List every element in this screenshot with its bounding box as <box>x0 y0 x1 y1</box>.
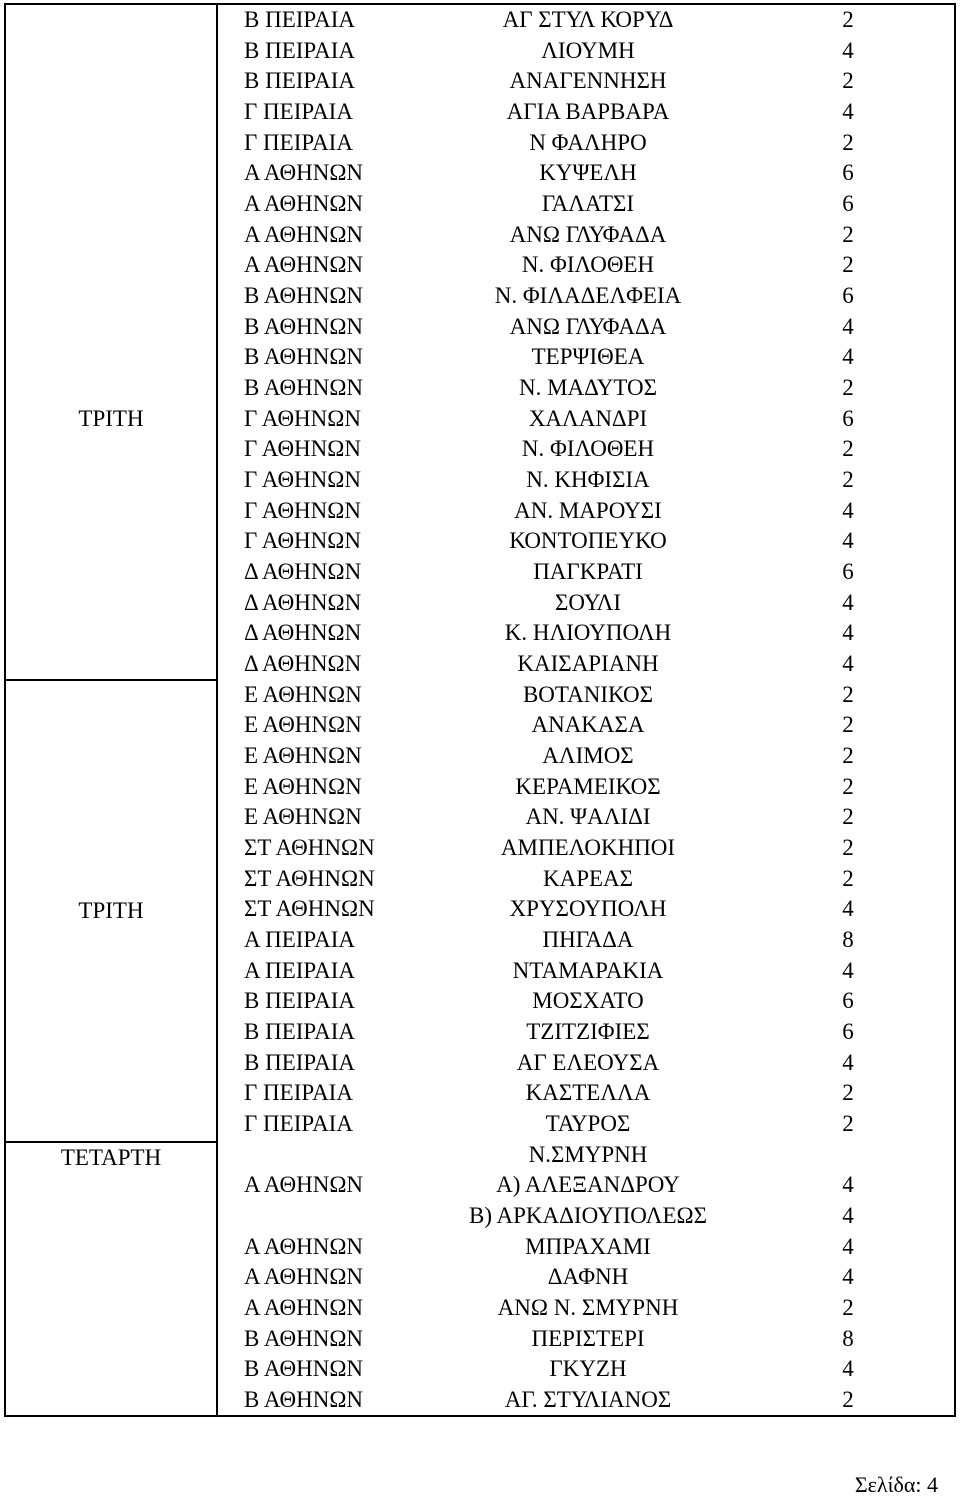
region-cell: Γ ΑΘΗΝΩΝ <box>244 436 361 462</box>
area-cell: ΑΝΑΓΕΝΝΗΣΗ <box>509 68 667 94</box>
area-cell: ΑΜΠΕΛΟΚΗΠΟΙ <box>500 835 676 861</box>
count-cell: 4 <box>842 620 854 646</box>
count-cell: 2 <box>842 865 854 891</box>
area-cell: Β) ΑΡΚΑΔΙΟΥΠΟΛΕΩΣ <box>469 1203 707 1229</box>
region-cell: Γ ΑΘΗΝΩΝ <box>244 497 361 523</box>
area-cell: ΚΑΙΣΑΡΙΑΝΗ <box>517 651 659 677</box>
region-cell: Α ΑΘΗΝΩΝ <box>244 191 364 217</box>
count-cell: 4 <box>842 1049 854 1075</box>
count-cell: 2 <box>842 1295 854 1321</box>
region-cell: Ε ΑΘΗΝΩΝ <box>244 773 362 799</box>
area-cell: ΠΑΓΚΡΑΤΙ <box>533 559 643 585</box>
table-row <box>218 741 958 772</box>
area-cell: ΑΛΙΜΟΣ <box>542 743 634 769</box>
area-cell: ΤΕΡΨΙΘΕΑ <box>531 344 645 370</box>
table-row <box>218 1354 958 1385</box>
table-row <box>218 588 958 619</box>
count-cell: 6 <box>842 191 854 217</box>
table-row <box>218 1140 958 1171</box>
area-cell: Ν. ΜΑΔΥΤΟΣ <box>518 375 658 401</box>
area-cell: Ν. ΚΗΦΙΣΙΑ <box>526 467 650 493</box>
count-cell: 2 <box>842 1080 854 1106</box>
table-row <box>218 404 958 435</box>
count-cell: 2 <box>842 252 854 278</box>
table-row <box>218 128 958 159</box>
region-cell: Β ΑΘΗΝΩΝ <box>244 1356 364 1382</box>
area-cell: ΑΝΑΚΑΣΑ <box>531 712 645 738</box>
region-cell: Β ΠΕΙΡΑΙΑ <box>244 1019 355 1045</box>
region-cell: Α ΑΘΗΝΩΝ <box>244 221 364 247</box>
table-row <box>218 1232 958 1263</box>
table-row <box>218 772 958 803</box>
count-cell: 2 <box>842 835 854 861</box>
table-row <box>218 986 958 1017</box>
region-cell: Β ΑΘΗΝΩΝ <box>244 1325 364 1351</box>
area-cell: ΚΑΣΤΕΛΛΑ <box>525 1080 651 1106</box>
area-cell: ΚΕΡΑΜΕΙΚΟΣ <box>515 773 661 799</box>
table-row <box>218 66 958 97</box>
area-cell: ΧΡΥΣΟΥΠΟΛΗ <box>509 896 667 922</box>
table-row <box>218 1201 958 1232</box>
count-cell: 2 <box>842 129 854 155</box>
area-cell: Κ. ΗΛΙΟΥΠΟΛΗ <box>504 620 672 646</box>
count-cell: 2 <box>842 1111 854 1137</box>
table-row <box>218 5 958 36</box>
day-label-1: ΤΡΙΤΗ <box>78 406 144 431</box>
table-row <box>218 557 958 588</box>
count-cell: 4 <box>842 1356 854 1382</box>
area-cell: ΑΓ ΕΛΕΟΥΣΑ <box>516 1049 660 1075</box>
area-cell: Ν. ΦΙΛΟΘΕΗ <box>521 252 655 278</box>
area-cell: ΠΕΡΙΣΤΕΡΙ <box>531 1325 645 1351</box>
area-cell: ΑΓΙΑ ΒΑΡΒΑΡΑ <box>506 99 670 124</box>
area-cell: ΒΟΤΑΝΙΚΟΣ <box>522 681 654 707</box>
count-cell: 4 <box>842 313 854 339</box>
region-cell: Α ΑΘΗΝΩΝ <box>244 160 364 186</box>
schedule-table <box>4 3 956 1417</box>
day-divider-1 <box>6 679 216 681</box>
count-cell: 4 <box>842 497 854 523</box>
region-cell: Ε ΑΘΗΝΩΝ <box>244 712 362 738</box>
count-cell: 2 <box>842 467 854 493</box>
table-row <box>218 802 958 833</box>
count-cell: 6 <box>842 283 854 309</box>
table-row <box>218 281 958 312</box>
count-cell: 4 <box>842 344 854 370</box>
area-cell: ΤΑΥΡΟΣ <box>545 1111 631 1137</box>
count-cell: 4 <box>842 528 854 554</box>
area-cell: ΣΟΥΛΙ <box>554 589 622 615</box>
region-cell: Δ ΑΘΗΝΩΝ <box>244 589 362 615</box>
region-cell: Β ΑΘΗΝΩΝ <box>244 375 364 401</box>
area-cell: ΑΓ ΣΤΥΛ ΚΟΡΥΔ <box>502 7 674 32</box>
count-cell: 2 <box>842 804 854 830</box>
count-cell: 4 <box>842 896 854 922</box>
region-cell: Γ ΑΘΗΝΩΝ <box>244 405 361 431</box>
count-cell: 8 <box>842 927 854 953</box>
table-row <box>218 36 958 67</box>
table-row <box>218 220 958 251</box>
region-cell: Γ ΑΘΗΝΩΝ <box>244 528 361 554</box>
count-cell: 2 <box>842 681 854 707</box>
table-row <box>218 189 958 220</box>
count-cell: 2 <box>842 712 854 738</box>
day-label-3: ΤΕΤΑΡΤΗ <box>60 1145 162 1170</box>
region-cell: Β ΠΕΙΡΑΙΑ <box>244 68 355 94</box>
table-row <box>218 97 958 128</box>
region-cell: Α ΑΘΗΝΩΝ <box>244 252 364 278</box>
region-cell: ΣΤ ΑΘΗΝΩΝ <box>244 865 375 891</box>
area-cell: ΓΑΛΑΤΣΙ <box>541 191 635 217</box>
region-cell: Ε ΑΘΗΝΩΝ <box>244 804 362 830</box>
area-cell: ΤΖΙΤΖΙΦΙΕΣ <box>526 1019 650 1045</box>
count-cell: 2 <box>842 68 854 94</box>
area-cell: ΠΗΓΑΔΑ <box>542 927 634 953</box>
table-row <box>218 158 958 189</box>
table-row <box>218 342 958 373</box>
count-cell: 8 <box>842 1325 854 1351</box>
area-cell: ΔΑΦΝΗ <box>547 1264 629 1290</box>
area-cell: Ν. ΦΙΛΑΔΕΛΦΕΙΑ <box>494 283 682 309</box>
table-row <box>218 1017 958 1048</box>
count-cell: 2 <box>842 1387 854 1413</box>
table-row <box>218 618 958 649</box>
region-cell: Α ΠΕΙΡΑΙΑ <box>244 957 355 983</box>
region-cell: Β ΑΘΗΝΩΝ <box>244 283 364 309</box>
table-row <box>218 496 958 527</box>
area-cell: ΝΤΑΜΑΡΑΚΙΑ <box>512 957 664 983</box>
area-cell: Α) ΑΛΕΞΑΝΔΡΟΥ <box>496 1172 680 1198</box>
count-cell: 2 <box>842 7 854 32</box>
count-cell: 4 <box>842 1203 854 1229</box>
region-cell: Α ΑΘΗΝΩΝ <box>244 1233 364 1259</box>
region-cell: Β ΠΕΙΡΑΙΑ <box>244 988 355 1014</box>
region-cell: Ε ΑΘΗΝΩΝ <box>244 681 362 707</box>
count-cell: 4 <box>842 1264 854 1290</box>
area-cell: ΚΥΨΕΛΗ <box>539 160 637 186</box>
count-cell: 6 <box>842 160 854 186</box>
area-cell: ΜΠΡΑΧΑΜΙ <box>525 1233 651 1259</box>
area-cell: ΚΟΝΤΟΠΕΥΚΟ <box>509 528 667 554</box>
table-row <box>218 1262 958 1293</box>
count-cell: 2 <box>842 743 854 769</box>
count-cell: 6 <box>842 405 854 431</box>
count-cell: 4 <box>842 651 854 677</box>
region-cell: Α ΠΕΙΡΑΙΑ <box>244 927 355 953</box>
count-cell: 4 <box>842 1233 854 1259</box>
table-row <box>218 373 958 404</box>
region-cell: Δ ΑΘΗΝΩΝ <box>244 651 362 677</box>
area-cell: ΑΓ. ΣΤΥΛΙΑΝΟΣ <box>504 1387 672 1413</box>
area-cell: ΓΚΥΖΗ <box>549 1356 627 1382</box>
count-cell: 2 <box>842 375 854 401</box>
count-cell: 6 <box>842 988 854 1014</box>
area-cell: Ν ΦΑΛΗΡΟ <box>529 129 647 155</box>
area-cell: ΚΑΡΕΑΣ <box>542 865 634 891</box>
count-cell: 2 <box>842 773 854 799</box>
area-cell: Ν. ΦΙΛΟΘΕΗ <box>521 436 655 462</box>
table-row <box>218 956 958 987</box>
region-cell: Α ΑΘΗΝΩΝ <box>244 1295 364 1321</box>
table-row <box>218 434 958 465</box>
region-cell: Ε ΑΘΗΝΩΝ <box>244 743 362 769</box>
area-cell: Ν.ΣΜΥΡΝΗ <box>528 1141 648 1167</box>
table-row <box>218 925 958 956</box>
count-cell: 4 <box>842 589 854 615</box>
table-row <box>218 864 958 895</box>
table-row <box>218 833 958 864</box>
day-label-2: ΤΡΙΤΗ <box>78 898 144 923</box>
count-cell: 4 <box>842 99 854 124</box>
table-row <box>218 710 958 741</box>
table-row <box>218 1293 958 1324</box>
table-row <box>218 894 958 925</box>
area-cell: ΑΝΩ ΓΛΥΦΑΔΑ <box>509 313 667 339</box>
region-cell: Β ΑΘΗΝΩΝ <box>244 313 364 339</box>
region-cell: Α ΑΘΗΝΩΝ <box>244 1172 364 1198</box>
region-cell: ΣΤ ΑΘΗΝΩΝ <box>244 896 375 922</box>
table-row <box>218 1324 958 1355</box>
region-cell: Δ ΑΘΗΝΩΝ <box>244 620 362 646</box>
page-number: Σελίδα: 4 <box>854 1472 938 1497</box>
region-cell: Γ ΑΘΗΝΩΝ <box>244 467 361 493</box>
count-cell: 4 <box>842 1172 854 1198</box>
area-cell: ΑΝΩ ΓΛΥΦΑΔΑ <box>509 221 667 247</box>
region-cell: Γ ΠΕΙΡΑΙΑ <box>244 1111 353 1137</box>
region-cell: Β ΑΘΗΝΩΝ <box>244 1387 364 1413</box>
table-row <box>218 312 958 343</box>
area-cell: ΑΝΩ Ν. ΣΜΥΡΝΗ <box>497 1295 679 1321</box>
region-cell: Β ΠΕΙΡΑΙΑ <box>244 37 355 63</box>
table-row <box>218 1170 958 1201</box>
region-cell: ΣΤ ΑΘΗΝΩΝ <box>244 835 375 861</box>
region-cell: Γ ΠΕΙΡΑΙΑ <box>244 1080 353 1106</box>
area-cell: ΧΑΛΑΝΔΡΙ <box>528 405 648 431</box>
count-cell: 4 <box>842 37 854 63</box>
table-row <box>218 1109 958 1140</box>
count-cell: 2 <box>842 436 854 462</box>
area-cell: ΜΟΣΧΑΤΟ <box>532 988 644 1014</box>
table-row <box>218 1385 958 1416</box>
table-row <box>218 526 958 557</box>
table-row <box>218 1078 958 1109</box>
table-row <box>218 1048 958 1079</box>
table-row <box>218 680 958 711</box>
region-cell: Γ ΠΕΙΡΑΙΑ <box>244 129 353 155</box>
table-row <box>218 649 958 680</box>
region-cell: Β ΑΘΗΝΩΝ <box>244 344 364 370</box>
area-cell: ΛΙΟΥΜΗ <box>541 37 635 63</box>
table-row <box>218 250 958 281</box>
count-cell: 6 <box>842 559 854 585</box>
region-cell: Β ΠΕΙΡΑΙΑ <box>244 7 355 32</box>
table-row <box>218 465 958 496</box>
count-cell: 2 <box>842 221 854 247</box>
region-cell: Α ΑΘΗΝΩΝ <box>244 1264 364 1290</box>
region-cell: Β ΠΕΙΡΑΙΑ <box>244 1049 355 1075</box>
region-cell: Γ ΠΕΙΡΑΙΑ <box>244 99 353 124</box>
area-cell: ΑΝ. ΨΑΛΙΔΙ <box>525 804 651 830</box>
count-cell: 4 <box>842 957 854 983</box>
area-cell: ΑΝ. ΜΑΡΟΥΣΙ <box>514 497 662 523</box>
count-cell: 6 <box>842 1019 854 1045</box>
region-cell: Δ ΑΘΗΝΩΝ <box>244 559 362 585</box>
